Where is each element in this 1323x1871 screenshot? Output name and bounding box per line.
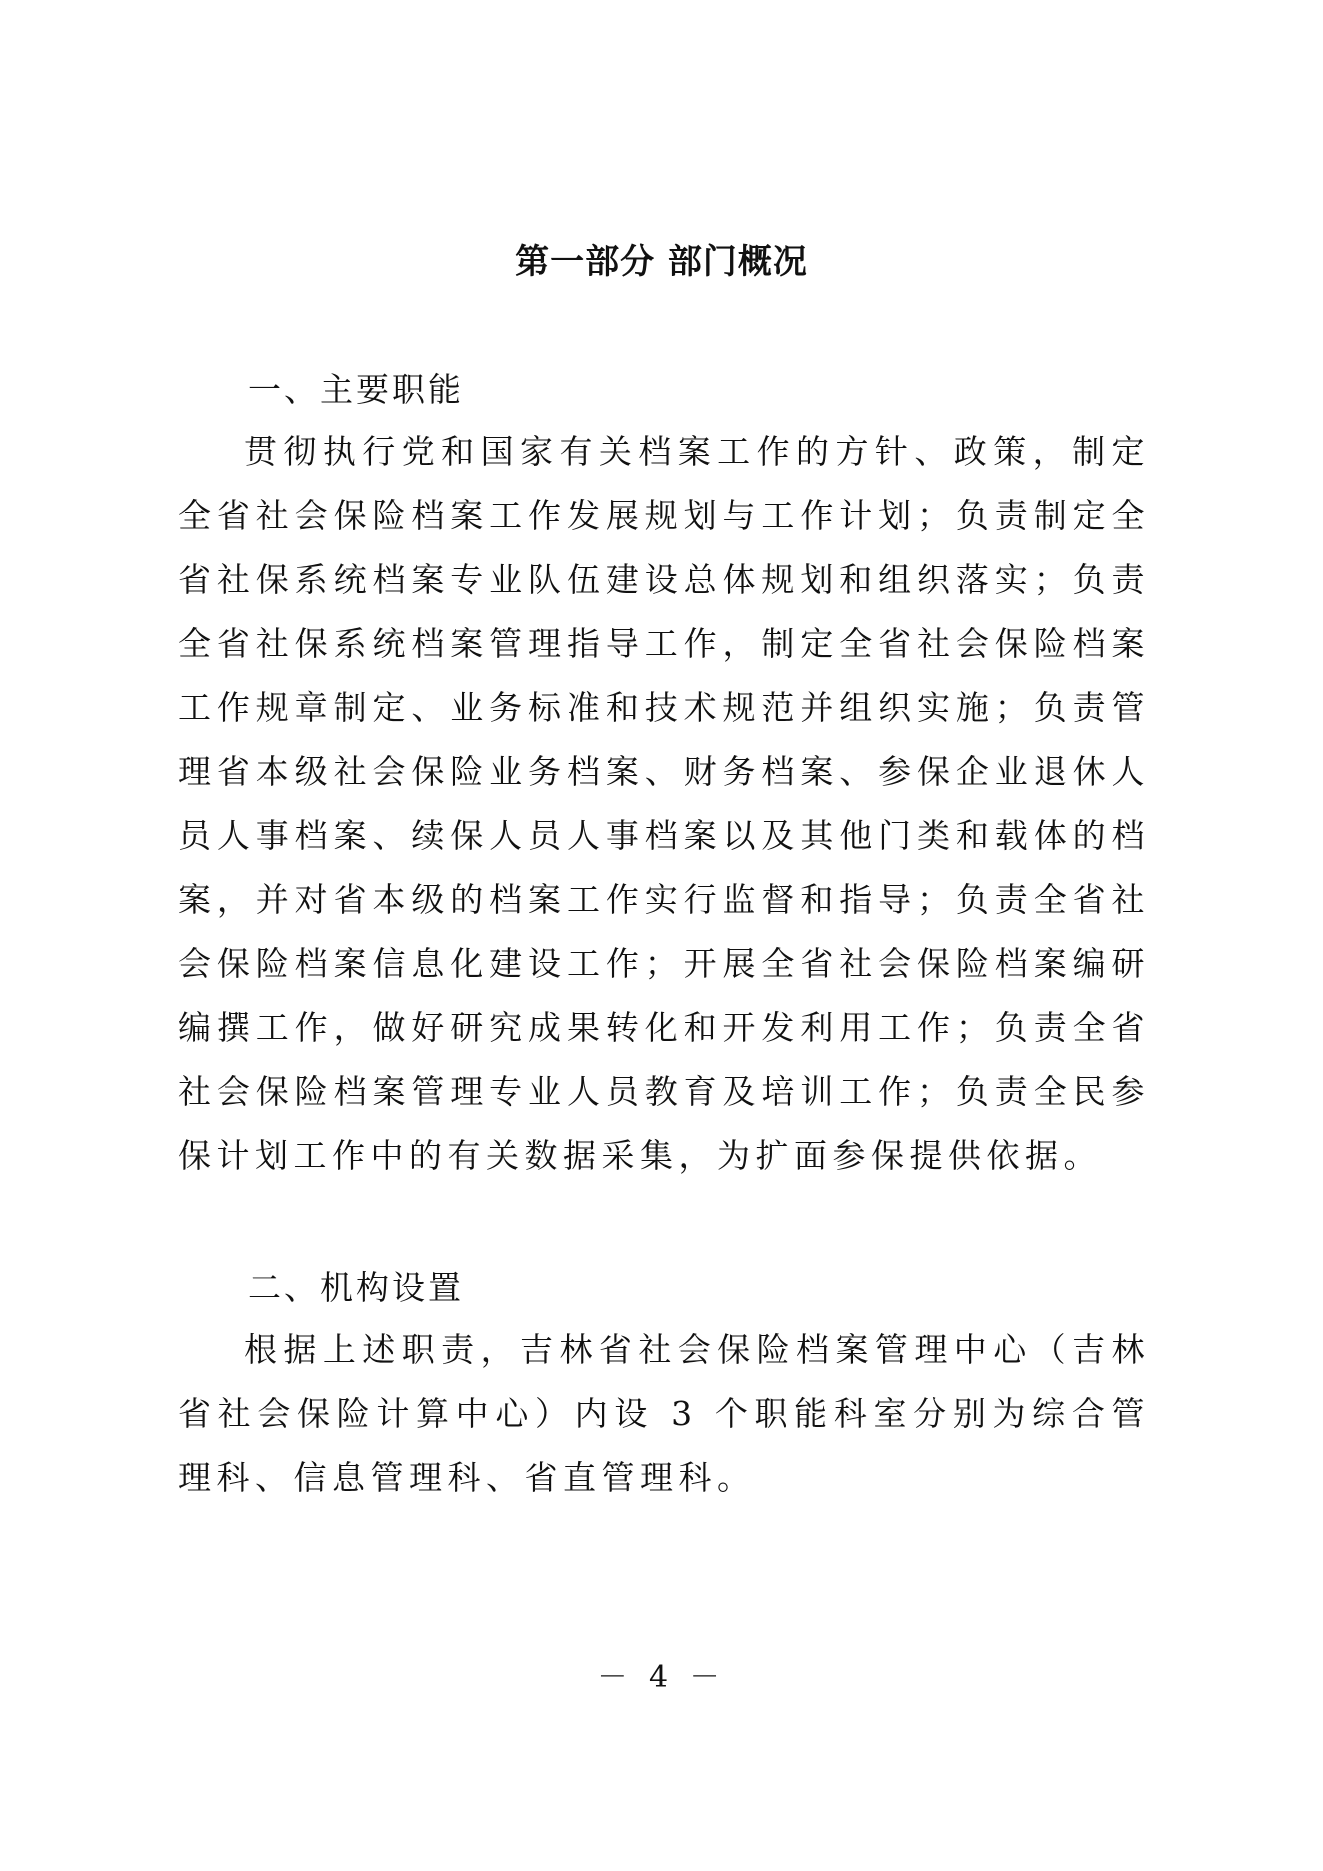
section-heading-main-functions: 一、主要职能 xyxy=(248,370,464,409)
section-body-organization: 根据上述职责，吉林省社会保险档案管理中心（吉林省社会保险计算中心）内设 3 个职能科室分别为综合管理科、信息管理科、省直管理科。 xyxy=(178,1330,1150,1497)
section-heading-organization: 二、机构设置 xyxy=(248,1268,464,1307)
section-body-main-functions: 贯彻执行党和国家有关档案工作的方针、政策，制定全省社会保险档案工作发展规划与工作计划；负责制定全省社保系统档案专业队伍建设总体规划和组织落实；负责全省社保系统档案管理指导工作，制定全省社会保险档案工作规章制定、业务标准和技术规范并组织实施；负责管理省本级社会保险业务档案、财务档案、参保企业退休人员人事档案、续保人员人事档案以及其他门类和载体的档案，并对省本级的档案工作实行监督和指导；负责全省社会保险档案信息化建设工作；开展全省社会保险档案编研编撰工作，做好研究成果转化和开发利用工作；负责全省社会保险档案管理专业人员教育及培训工作；负责全民参保计划工作中的有关数据采集，为扩面参保提供依据。 xyxy=(178,432,1150,1175)
page-title: 第一部分 部门概况 xyxy=(515,242,808,282)
page-number: － 4 － xyxy=(597,1660,726,1695)
